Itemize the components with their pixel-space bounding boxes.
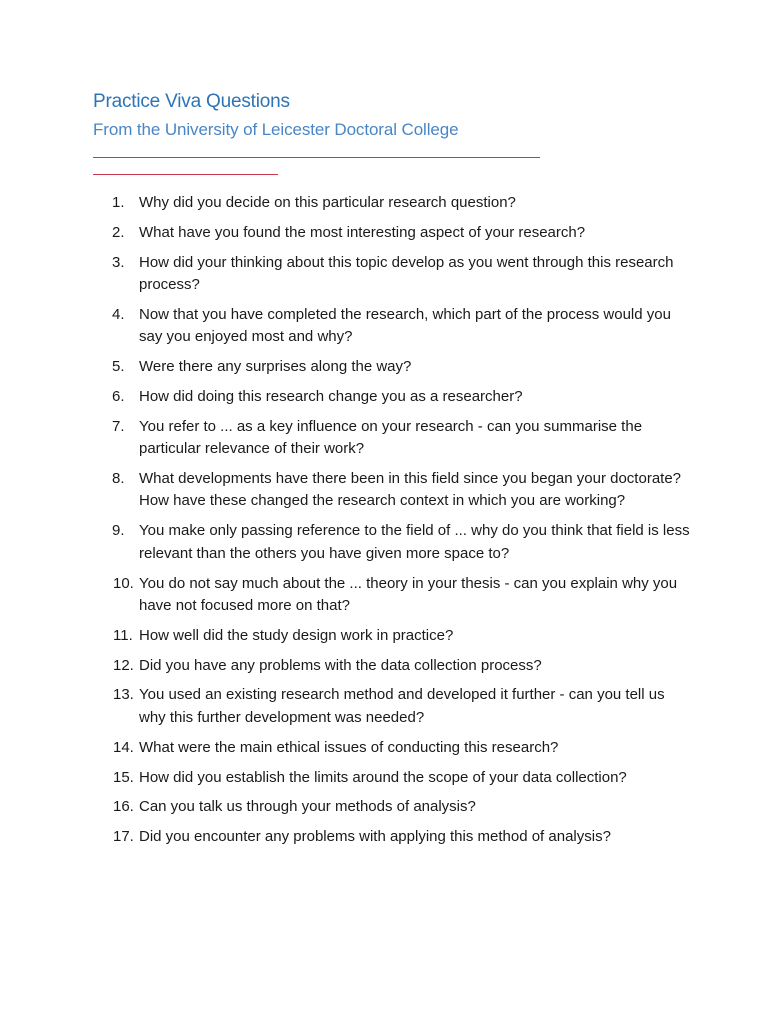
question-item: [112, 625, 692, 647]
question-number: 15.: [113, 768, 134, 786]
question-number: 6.: [112, 388, 125, 406]
question-number: 12.: [113, 656, 134, 674]
question-item: [112, 655, 692, 677]
question-text: What developments have there been in this field since you began your doctorate? How have these changed the research context in which you are working?: [139, 470, 682, 510]
question-text: You do not say much about the ... theory in your thesis - can you explain why you have not focused more on that?: [139, 574, 678, 614]
question-number: 8.: [112, 470, 125, 488]
question-text: How did you establish the limits around the scope of your data collection?: [139, 768, 627, 786]
question-number: 7.: [112, 417, 125, 435]
question-text: How did your thinking about this topic develop as you went through this research process?: [139, 253, 674, 294]
divider-line-short: [93, 174, 278, 175]
question-text: Why did you decide on this particular research question?: [139, 194, 516, 211]
question-number: 11.: [113, 626, 133, 644]
question-text: Did you encounter any problems with applying this method of analysis?: [139, 828, 611, 846]
question-text: Now that you have completed the research, which part of the process would you say you enjoyed most and why?: [139, 305, 671, 346]
question-number: 5.: [112, 358, 125, 376]
divider-line-long: [93, 157, 540, 158]
question-item: [112, 767, 692, 789]
question-item: [112, 826, 692, 848]
question-text: How did doing this research change you as a researcher?: [139, 388, 523, 406]
question-item: [112, 468, 692, 513]
question-number: 3.: [112, 253, 125, 271]
question-item: [112, 416, 692, 461]
question-number: 4.: [112, 305, 125, 323]
question-item: [112, 386, 692, 408]
question-number: 17.: [113, 828, 134, 846]
question-number: 13.: [113, 686, 134, 704]
page-title: Practice Viva Questions: [93, 91, 290, 112]
question-text: Did you have any problems with the data collection process?: [139, 656, 542, 674]
question-text: Can you talk us through your methods of analysis?: [139, 798, 476, 816]
question-item: [112, 252, 692, 297]
question-text: What were the main ethical issues of conducting this research?: [139, 738, 559, 756]
question-item: [112, 737, 692, 759]
question-item: [112, 304, 692, 349]
question-item: [112, 796, 692, 818]
question-number: 9.: [112, 522, 125, 540]
question-text: You refer to ... as a key influence on your research - can you summarise the particular relevance of their work?: [139, 417, 643, 458]
question-item: [112, 684, 692, 729]
question-number: 14.: [113, 738, 134, 756]
question-item: [112, 356, 692, 378]
question-number: 1.: [112, 194, 125, 211]
question-text: Were there any surprises along the way?: [139, 358, 412, 376]
question-item: [112, 520, 692, 565]
question-text: You make only passing reference to the field of ... why do you think that field is less relevant than the others you have given more space to?: [139, 522, 690, 562]
question-text: What have you found the most interesting aspect of your research?: [139, 223, 586, 241]
question-number: 16.: [113, 798, 134, 816]
question-list: [112, 192, 692, 856]
question-text: How well did the study design work in practice?: [139, 626, 454, 644]
question-number: 10.: [113, 574, 134, 592]
question-number: 2.: [112, 223, 125, 241]
question-item: [112, 573, 692, 618]
page-subtitle: From the University of Leicester Doctoral College: [93, 120, 459, 139]
question-item: [112, 222, 692, 244]
question-text: You used an existing research method and developed it further - can you tell us why this further development was needed?: [139, 686, 665, 726]
question-item: [112, 192, 692, 214]
